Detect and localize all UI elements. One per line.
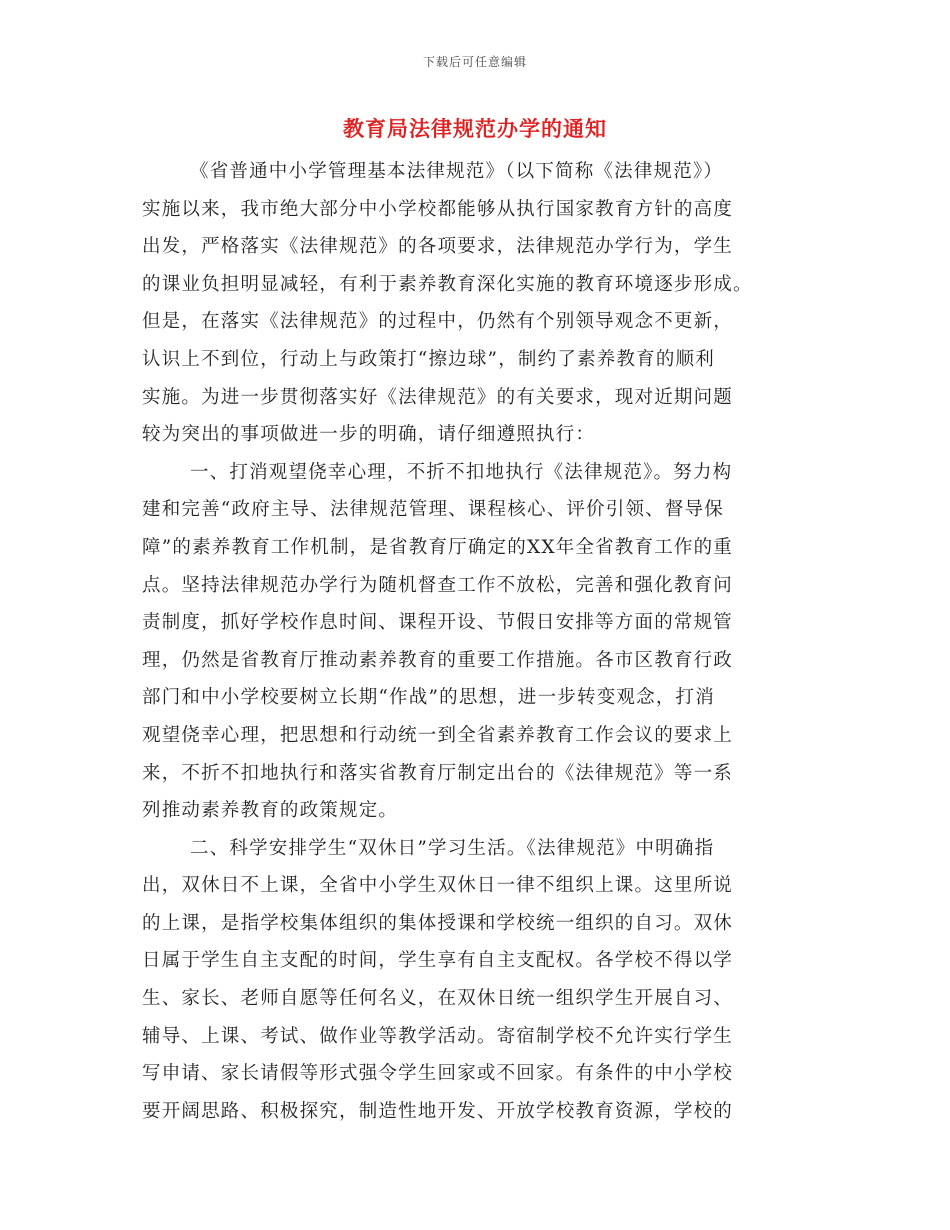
text-line: 写申请、家长请假等形式强令学生回家或不回家。有条件的中小学校 bbox=[142, 1063, 734, 1085]
text-line: 生、家长、老师自愿等任何名义，在双休日统一组织学生开展自习、 bbox=[142, 988, 734, 1010]
text-line: 出，双休日不上课，全省中小学生双休日一律不组织上课。这里所说 bbox=[142, 875, 734, 897]
text-line: 实施以来，我市绝大部分中小学校都能够从执行国家教育方针的高度 bbox=[142, 198, 734, 220]
text-line: 较为突出的事项做进一步的明确，请仔细遵照执行： bbox=[142, 424, 596, 446]
text-line: 部门和中小学校要树立长期“作战”的思想，进一步转变观念，打消 bbox=[142, 687, 715, 709]
text-line: 障”的素养教育工作机制，是省教育厅确定的XX年全省教育工作的重 bbox=[142, 536, 734, 558]
text-line: 日属于学生自主支配的时间，学生享有自主支配权。各学校不得以学 bbox=[142, 950, 734, 972]
text-line: 列推动素养教育的政策规定。 bbox=[142, 800, 399, 822]
text-line: 的上课，是指学校集体组织的集体授课和学校统一组织的自习。双休 bbox=[142, 912, 734, 934]
header-note: 下载后可任意编辑 bbox=[422, 55, 527, 69]
text-line: 的课业负担明显减轻，有利于素养教育深化实施的教育环境逐步形成。 bbox=[142, 273, 753, 295]
text-line: 观望侥幸心理，把思想和行动统一到全省素养教育工作会议的要求上 bbox=[142, 724, 734, 746]
text-line: 认识上不到位，行动上与政策打“擦边球”，制约了素养教育的顺利 bbox=[142, 348, 715, 370]
text-line: 《省普通中小学管理基本法律规范》（以下简称《法律规范》） bbox=[190, 161, 724, 182]
text-line: 但是，在落实《法律规范》的过程中，仍然有个别领导观念不更新， bbox=[142, 311, 734, 333]
text-line: 要开阔思路、积极探究，制造性地开发、开放学校教育资源，学校的 bbox=[142, 1100, 734, 1122]
text-line: 责制度，抓好学校作息时间、课程开设、节假日安排等方面的常规管 bbox=[142, 612, 734, 634]
text-line: 建和完善“政府主导、法律规范管理、课程核心、评价引领、督导保 bbox=[142, 499, 724, 521]
text-line: 理，仍然是省教育厅推动素养教育的重要工作措施。各市区教育行政 bbox=[142, 649, 734, 671]
text-line: 二、科学安排学生“双休日”学习生活。《法律规范》中明确指 bbox=[190, 837, 715, 859]
text-line: 点。坚持法律规范办学行为随机督查工作不放松，完善和强化教育问 bbox=[142, 574, 734, 596]
text-line: 来，不折不扣地执行和落实省教育厅制定出台的《法律规范》等一系 bbox=[142, 762, 734, 784]
text-line: 出发，严格落实《法律规范》的各项要求，法律规范办学行为，学生 bbox=[142, 236, 734, 258]
text-line: 实施。为进一步贯彻落实好《法律规范》的有关要求，现对近期问题 bbox=[142, 386, 734, 408]
body-text bbox=[142, 153, 810, 1130]
document-title: 教育局法律规范办学的通知 bbox=[343, 116, 607, 141]
text-line: 一、打消观望侥幸心理，不折不扣地执行《法律规范》。努力构 bbox=[190, 461, 733, 483]
text-line: 辅导、上课、考试、做作业等教学活动。寄宿制学校不允许实行学生 bbox=[142, 1025, 734, 1047]
